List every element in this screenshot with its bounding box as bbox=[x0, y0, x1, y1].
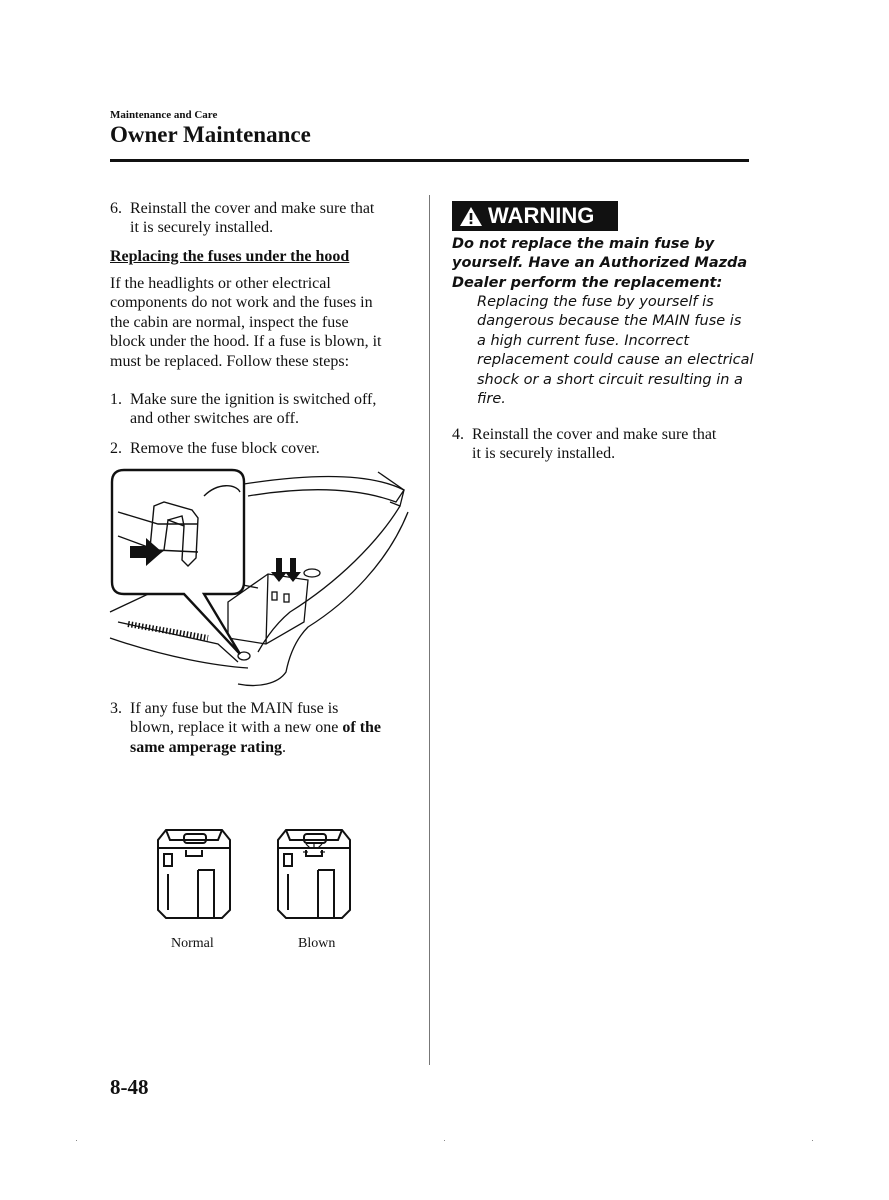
step-line bbox=[130, 738, 410, 757]
step-text: . bbox=[281, 738, 286, 756]
section-label: Maintenance and Care bbox=[110, 109, 218, 121]
paragraph-line: the cabin are normal, inspect the fuse bbox=[110, 313, 349, 331]
page-title: Owner Maintenance bbox=[110, 122, 311, 147]
step-number: 3. bbox=[110, 700, 122, 717]
fuse-caption-normal: Normal bbox=[171, 936, 214, 951]
blown-fuse-icon bbox=[274, 826, 354, 922]
crop-mark bbox=[812, 1140, 813, 1141]
column-divider bbox=[429, 195, 430, 1065]
warning-heading-line: Dealer perform the replacement: bbox=[452, 274, 723, 291]
step-line: Reinstall the cover and make sure that bbox=[130, 200, 375, 217]
crop-mark bbox=[76, 1140, 77, 1141]
warning-triangle-icon bbox=[459, 206, 483, 227]
emphasis-text: same amperage rating bbox=[130, 738, 282, 756]
step-line: it is securely installed. bbox=[472, 445, 616, 463]
fuse-block-cover-illustration bbox=[108, 462, 413, 690]
warning-label: WARNING bbox=[488, 203, 595, 228]
warning-body-line: shock or a short circuit resulting in a bbox=[477, 371, 743, 388]
normal-fuse-icon bbox=[154, 826, 234, 922]
step-line: Make sure the ignition is switched off, bbox=[130, 391, 377, 408]
warning-body-line: a high current fuse. Incorrect bbox=[477, 332, 690, 349]
warning-body-line: replacement could cause an electrical bbox=[477, 352, 754, 369]
fuse-caption-blown: Blown bbox=[298, 936, 336, 951]
step-line: Reinstall the cover and make sure that bbox=[472, 426, 717, 443]
step-line: Remove the fuse block cover. bbox=[130, 440, 320, 457]
warning-body bbox=[477, 293, 762, 409]
paragraph-line: block under the hood. If a fuse is blown, it bbox=[110, 333, 382, 351]
step-number: 1. bbox=[110, 391, 122, 408]
warning-badge bbox=[452, 201, 618, 231]
step-line: it is securely installed. bbox=[130, 219, 274, 237]
step-text: blown, replace it with a new one bbox=[130, 719, 343, 737]
crop-mark bbox=[444, 1140, 445, 1141]
warning-heading bbox=[452, 235, 752, 293]
step-number: 2. bbox=[110, 440, 122, 457]
emphasis-text: of the bbox=[342, 719, 382, 737]
step-line: If any fuse but the MAIN fuse is bbox=[130, 700, 339, 717]
page-number: 8-48 bbox=[110, 1075, 149, 1099]
step-line bbox=[130, 718, 410, 737]
step-number: 6. bbox=[110, 200, 122, 217]
paragraph-line: components do not work and the fuses in bbox=[110, 294, 373, 312]
paragraph-line: If the headlights or other electrical bbox=[110, 275, 331, 292]
warning-body-line: Replacing the fuse by yourself is bbox=[477, 294, 714, 310]
step-number: 4. bbox=[452, 426, 464, 443]
warning-body-line: fire. bbox=[477, 391, 506, 408]
intro-paragraph bbox=[110, 274, 420, 371]
step-line: and other switches are off. bbox=[130, 410, 299, 428]
warning-heading-line: yourself. Have an Authorized Mazda bbox=[452, 255, 748, 272]
subheading: Replacing the fuses under the hood bbox=[110, 248, 350, 265]
warning-body-line: dangerous because the MAIN fuse is bbox=[477, 313, 742, 330]
paragraph-line: must be replaced. Follow these steps: bbox=[110, 352, 350, 370]
title-rule bbox=[110, 159, 749, 162]
warning-heading-line: Do not replace the main fuse by bbox=[452, 236, 715, 252]
